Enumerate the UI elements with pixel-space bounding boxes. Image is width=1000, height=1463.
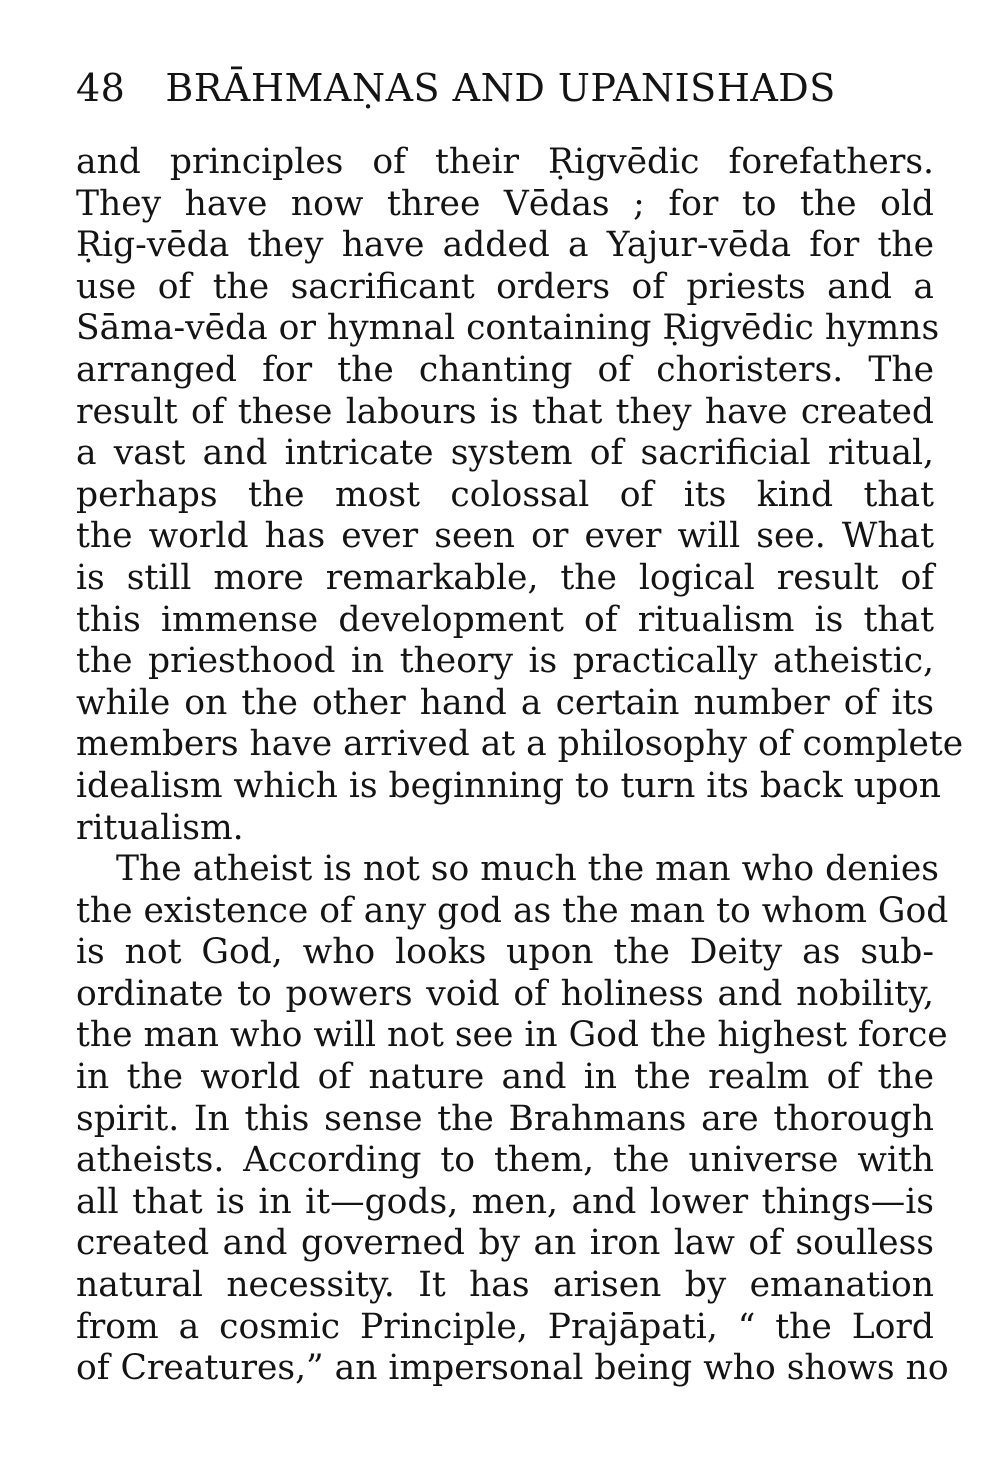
text-line: from a cosmic Principle, Prajāpati, “ the Lord [76, 1306, 934, 1347]
text-line: They have now three Vēdas ; for to the old [76, 183, 934, 224]
text-line: is not God, who looks upon the Deity as sub- [76, 932, 934, 973]
text-line: result of these labours is that they have created [76, 391, 934, 432]
text-line: members have arrived at a philosophy of complete [76, 724, 964, 765]
text-line: the existence of any god as the man to whom God [76, 890, 949, 931]
text-line: idealism which is beginning to turn its back upon [76, 765, 941, 806]
text-line: and principles of their Ṛigvēdic forefathers. [76, 142, 934, 182]
text-line: in the world of nature and in the realm of the [76, 1057, 934, 1098]
paragraph-1 [76, 142, 964, 849]
page-number: 48 [76, 66, 126, 110]
running-head [76, 62, 936, 114]
text-line: natural necessity. It has arisen by emanation [76, 1265, 934, 1306]
text-line: while on the other hand a certain number of its [76, 682, 934, 723]
text-line: The atheist is not so much the man who denies [116, 849, 939, 890]
text-line: ritualism. [76, 807, 244, 848]
text-line: the world has ever seen or ever will see. What [76, 516, 934, 557]
paragraph-2 [76, 849, 949, 1390]
text-line: all that is in it—gods, men, and lower things—is [76, 1181, 934, 1222]
text-line: is still more remarkable, the logical result of [76, 557, 934, 598]
text-line: this immense development of ritualism is that [76, 599, 934, 640]
text-line: perhaps the most colossal of its kind that [76, 474, 934, 515]
text-line: created and governed by an iron law of soulless [76, 1223, 934, 1264]
text-line: the man who will not see in God the highest force [76, 1015, 948, 1056]
text-line: the priesthood in theory is practically atheistic, [76, 641, 934, 682]
text-line: atheists. According to them, the universe with [76, 1140, 934, 1181]
text-line: of Creatures,” an impersonal being who shows no [76, 1348, 949, 1389]
body-text [76, 142, 964, 1390]
text-line: use of the sacrificant orders of priests and a [76, 266, 934, 307]
running-title: BRĀHMAṆAS AND UPANISHADS [165, 66, 836, 110]
text-line: Sāma-vēda or hymnal containing Ṛigvēdic hymns [76, 308, 940, 349]
text-line: a vast and intricate system of sacrificial ritual, [76, 433, 934, 474]
text-line: arranged for the chanting of choristers. The [76, 349, 934, 390]
text-line: spirit. In this sense the Brahmans are thorough [76, 1098, 934, 1139]
text-line: ordinate to powers void of holiness and nobility, [76, 973, 934, 1014]
text-line: Ṛig-vēda they have added a Yajur-vēda for the [76, 225, 934, 266]
